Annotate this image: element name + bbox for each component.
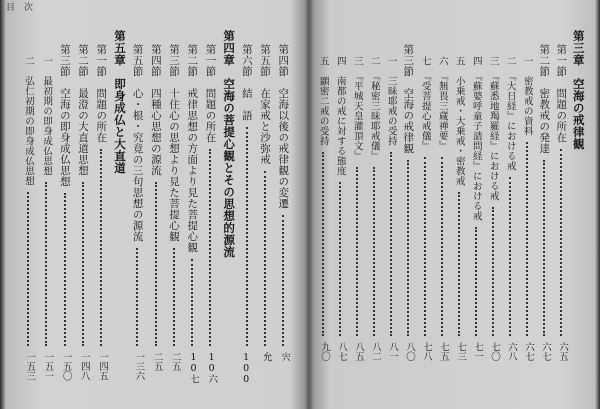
page-number: 八二 [370, 342, 381, 361]
toc-entry [333, 56, 347, 176]
page-number: 一五〇 [60, 352, 72, 381]
toc-entry [452, 56, 466, 186]
page-number: 八〇 [404, 342, 415, 361]
right-page [309, 0, 600, 409]
toc-entry-label: 二 弘仁初期の即身成仏思想 [22, 56, 34, 186]
leader-dots [64, 193, 66, 346]
toc-entry-label: 三 『蘇悉地羯羅経』における戒 [487, 56, 499, 202]
toc-entry [469, 56, 483, 221]
toc-entry-label: 四 『蘇婆呼童子請問経』における戒 [470, 56, 482, 222]
toc-entry-label: 三 『平城天皇灌頂文』 [351, 56, 363, 162]
toc-entry [435, 56, 449, 151]
chapter-title: 第五章 即身成仏と大直道 [112, 30, 127, 174]
leader-dots [390, 152, 392, 336]
toc-entry [350, 56, 364, 161]
leader-dots [45, 182, 47, 346]
toc-entry-label: 第二節 最澄の大直道思想 [77, 44, 90, 176]
toc-entry-label: 五 小乗戒・大乗戒・密教戒 [453, 56, 465, 186]
toc-entry [276, 44, 290, 209]
leader-dots [475, 227, 477, 336]
toc-entry [21, 56, 35, 186]
leader-dots [356, 167, 358, 336]
toc-entry [149, 44, 163, 176]
toc-entry [537, 44, 551, 154]
page-number: 10七 [188, 352, 199, 384]
page-number: 宍 [279, 352, 290, 362]
leader-dots [173, 248, 175, 346]
toc-entry [503, 56, 517, 171]
toc-entry-label: 第一節 問題の所在 [555, 44, 568, 143]
running-head: 目 次 [6, 3, 34, 13]
page-number: 二五 [151, 352, 163, 371]
page-number: 100 [240, 352, 252, 385]
toc-entry-label: 第二節 戒律思想の方面より見た菩提心観 [186, 44, 199, 253]
toc-entry [367, 56, 381, 161]
chapter-title: 第四章 空海の菩提心観とその思想的源流 [222, 30, 237, 258]
page-number: 七五 [438, 342, 449, 361]
toc-entry [520, 56, 534, 136]
toc-entry-label: 第二節 密教戒の発達 [538, 44, 551, 154]
toc-entry-label: 一 最初期の即身成仏思想 [41, 56, 53, 176]
leader-dots [373, 167, 375, 336]
page-number: 七一 [472, 342, 483, 361]
toc-entry-label: 二 『大日経』における戒 [504, 56, 516, 172]
toc-entry [401, 44, 415, 154]
leader-dots [526, 142, 528, 336]
leader-dots [322, 152, 324, 336]
page-number: 八一 [387, 342, 398, 361]
toc-entry-label: 四 南都の戒に対する態度 [334, 56, 346, 176]
toc-entry [112, 30, 126, 174]
leader-dots [407, 160, 409, 336]
toc-entry-label: 第五節 在家戒と沙弥戒 [259, 44, 272, 165]
leader-dots [543, 160, 545, 336]
page-number: 七〇 [489, 342, 500, 361]
leader-dots [492, 207, 494, 336]
page-number: 一四八 [78, 352, 90, 381]
page-number: 八七 [336, 342, 347, 361]
toc-entry [316, 56, 330, 146]
toc-entry [418, 56, 432, 151]
leader-dots [441, 157, 443, 336]
toc-entry [167, 44, 181, 242]
page-number: 八五 [353, 342, 364, 361]
toc-entry [76, 44, 90, 176]
toc-entry-label: 一 三昧耶戒の受持 [385, 56, 397, 146]
chapter-title: 第三章 空海の戒律観 [571, 30, 586, 150]
toc-entry-label: 第三節 空海の戒律観 [402, 44, 415, 154]
toc-entry [258, 44, 272, 165]
page-number: 一五三 [24, 352, 36, 381]
leader-dots [209, 149, 211, 346]
toc-entry-label: 第三節 空海の即身成仏思想 [58, 44, 71, 187]
toc-entry [94, 44, 108, 143]
leader-dots [264, 171, 266, 346]
page-number: 六五 [557, 342, 568, 361]
page-number: 一四五 [97, 352, 108, 381]
leader-dots [424, 157, 426, 336]
toc-entry-label: 一 密教戒の資料 [521, 56, 533, 136]
page-number: 六七 [540, 342, 551, 361]
page-number: 二五 [169, 352, 181, 371]
leader-dots [339, 182, 341, 336]
toc-entry [130, 44, 144, 242]
leader-dots [100, 149, 102, 346]
toc-entry-label: 第五節 心・根・究竟の三句思想の源流 [131, 44, 144, 242]
toc-entry-label: 五 顕密二戒の受持 [317, 56, 329, 146]
leader-dots [82, 182, 84, 346]
toc-entry-label: 第三節 十住心の思想より見た菩提心観 [168, 44, 181, 242]
toc-entry [203, 44, 217, 143]
leader-dots [458, 192, 460, 336]
page-number: 七三 [455, 342, 466, 361]
toc-entry-label: 六 『無畏三蔵禅要』 [436, 56, 448, 152]
leader-dots [155, 182, 157, 346]
toc-entry-label: 第四節 空海以後の戒律観の変遷 [277, 44, 290, 209]
leader-dots [560, 149, 562, 336]
page-number: 七八 [421, 342, 432, 361]
page-number: 一五一 [42, 352, 54, 381]
page-number: 一三六 [133, 352, 145, 381]
toc-entry [554, 44, 568, 143]
page-number: 九〇 [319, 342, 330, 361]
toc-entry-label: 第六節 結 語 [240, 44, 253, 121]
page-number: 六七 [523, 342, 534, 361]
toc-entry [571, 30, 585, 150]
toc-entry [486, 56, 500, 201]
leader-dots [246, 127, 248, 346]
leader-dots [509, 177, 511, 336]
page-number: 10六 [206, 352, 218, 384]
toc-entry [221, 30, 235, 258]
toc-entry [58, 44, 72, 187]
page-number: 允 [260, 352, 272, 362]
toc-entry [39, 56, 53, 176]
page-number: 六八 [506, 342, 517, 361]
toc-entry-label: 第一節 問題の所在 [95, 44, 108, 143]
toc-entry-label: 第四節 四種心思想の源流 [149, 44, 162, 176]
toc-entry-label: 第一節 問題の所在 [204, 44, 217, 143]
leader-dots [27, 192, 29, 346]
toc-entry [240, 44, 254, 121]
toc-entry [185, 44, 199, 253]
leader-dots [282, 215, 284, 346]
leader-dots [136, 248, 138, 346]
leader-dots [191, 259, 193, 346]
toc-entry [384, 56, 398, 146]
toc-entry-label: 二 『秘密三昧耶戒儀』 [368, 56, 380, 162]
toc-entry-label: 七 『受菩提心戒儀』 [419, 56, 431, 152]
